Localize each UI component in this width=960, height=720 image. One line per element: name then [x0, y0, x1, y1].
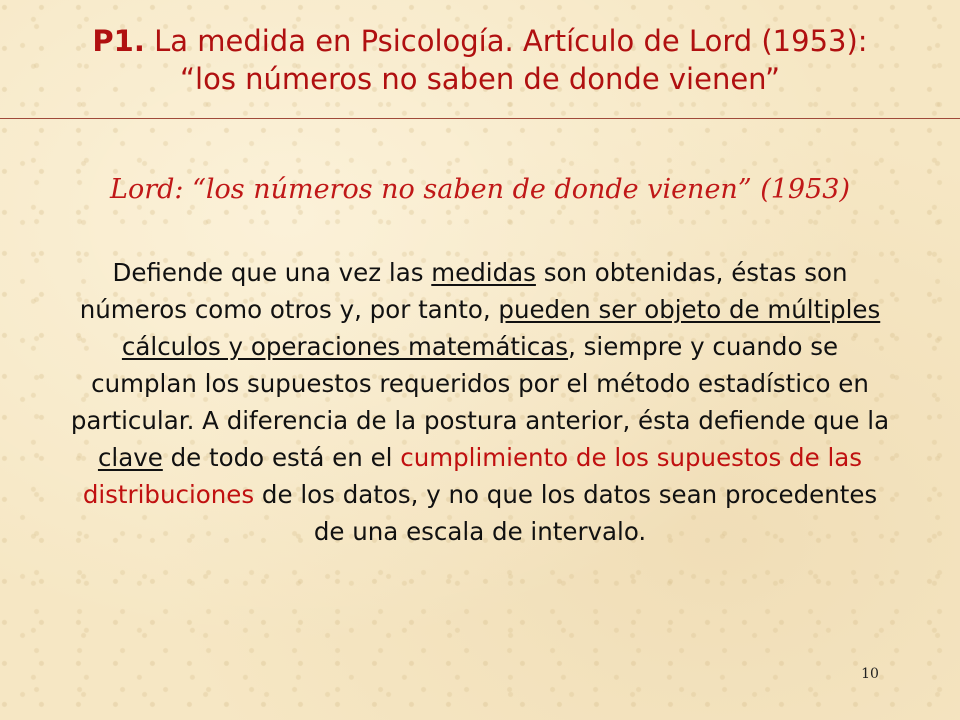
page-number: 10: [861, 666, 879, 682]
title-divider: [0, 118, 960, 119]
body-text-4: de todo está en el: [162, 443, 401, 472]
body-text-3: , siempre y cuando se cumplan los supuestos requeridos por el método estadístico en particular. A diferencia de la postura anterior, ésta defiende que la: [70, 332, 890, 435]
underlined-medidas: medidas: [431, 258, 536, 287]
slide-title-prefix: P1.: [92, 24, 145, 58]
body-text-1: Defiende que una vez las: [112, 258, 432, 287]
body-text-2: son obtenidas, éstas son números como otros y, por tanto,: [79, 258, 848, 324]
body-paragraph: [70, 254, 890, 550]
underlined-operaciones: pueden ser objeto de múltiples cálculos y operaciones matemáticas: [121, 295, 881, 361]
underlined-clave: clave: [97, 443, 163, 472]
body-text-5: de los datos, y no que los datos sean procedentes de una escala de intervalo.: [254, 480, 878, 546]
highlight-cumplimiento: cumplimiento de los supuestos de las distribuciones: [82, 443, 863, 509]
slide-subtitle: Lord: “los números no saben de donde vienen” (1953): [110, 174, 850, 205]
slide-title-line2: “los números no saben de donde vienen”: [180, 62, 780, 96]
slide-title: [0, 22, 960, 98]
slide-title-line1: La medida en Psicología. Artículo de Lord (1953):: [144, 24, 868, 58]
